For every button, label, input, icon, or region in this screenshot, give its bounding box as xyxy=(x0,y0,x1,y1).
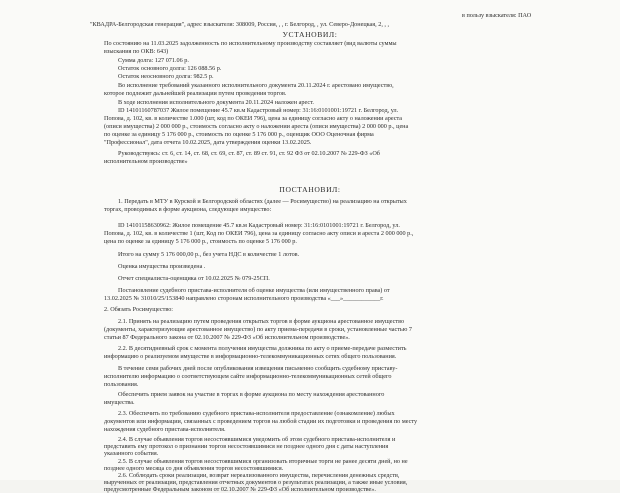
clause-2-6-line-1: 2.6. Соблюдать сроки реализации, возврат нереализованного имущества, перечисления денежных средств, xyxy=(118,472,400,479)
total-amount: Итого на сумму 5 176 000,00 р., без учета НДС в количестве 1 лотов. xyxy=(118,251,300,258)
clause-2-4-line-1: 2.4. В случае объявления торгов несостоявшимися уведомить об этом судебного пристава-исполнителя и xyxy=(118,436,396,443)
clause-2-1-line-2: (документы, характеризующие арестованное имущество) по акту приема-передачи в сроки, установленные частью 7 xyxy=(104,326,413,333)
clause-2-3-line-2: документов или информации, связанных с проведением торгов на любой стадии их подготовки и проведения по месту xyxy=(104,418,418,425)
clause-2-6-line-2: вырученных от реализации, представления отчетных документов о результатах реализации, а также иные условия, xyxy=(104,479,408,486)
arrested-property-line-4: по оценке за единицу 5 176 000 р., стоимость по оценке 5 176 000 р., оценщик ООО Оценочная фирма xyxy=(104,131,374,138)
clause-2-2-line-3: В течение семи рабочих дней после опубликования извещения письменно сообщить судебному приставу- xyxy=(118,365,398,372)
clause-2-1-line-1: 2.1. Принять на реализацию путем проведения открытых торгов в форме аукциона арестованное имущество xyxy=(118,318,405,325)
clause-2-4-line-3: указанного события. xyxy=(104,450,159,457)
legal-basis-line-1: Руководствуясь: ст. 6, ст. 14, ст. 68, ст. 69, ст. 87, ст. 89 ст. 91, ст. 92 ФЗ от 02.10.2007 № 229-ФЗ «Об xyxy=(118,150,380,157)
arrested-property-line-3: (описи имущества) 2 000 000 р., стоимость согласно акту о наложении ареста (описи имущества) 2 000 000 р., цена xyxy=(104,123,409,130)
clause-2-2-line-6: Обеспечить прием заявок на участие в торгах в форме аукциона по месту нахождения арестованного xyxy=(118,391,385,398)
clause-2-5-line-1: 2.5. В случае объявления торгов несостоявшимися организовать вторичные торги не ранее десяти дней, но не xyxy=(118,458,408,465)
arrest-text-line-2: которое подлежит дальнейшей реализации путем проведения торгов. xyxy=(104,90,287,97)
legal-basis-line-2: исполнительном производстве» xyxy=(104,158,188,165)
clause-2-5-line-2: позднее одного месяца со дня объявления торгов несостоявшимися. xyxy=(104,465,284,472)
debt-unpaid: Остаток неосновного долга: 982.5 р. xyxy=(118,73,214,80)
transfer-property-line-2: Попова, д. 102, кв. в количестве 1 (шт, Код по ОКЕИ 796), цена за единицу согласно акту описи и ареста 2 000 000 р., xyxy=(104,230,414,237)
valuation-note-line-1: Постановление судебного пристава-исполнителя об оценке имущества (или имущественного права) от xyxy=(118,287,390,294)
resolution-item-1-line-1: 1. Передать в МТУ в Курской и Белгородской областях (далее — Росимущество) на реализацию на открытых xyxy=(118,198,407,205)
clause-2-3-line-1: 2.3. Обеспечить по требованию судебного пристава-исполнителя предоставление (ознакомление) любых xyxy=(118,410,395,417)
beneficiary-text: в пользу взыскателя: ПАО xyxy=(462,12,532,19)
clause-2-2-line-7: имущества. xyxy=(104,399,135,406)
arrested-property-line-5: "Профессионал", дата отчета 10.02.2025, дата утверждения оценки 13.02.2025. xyxy=(104,139,312,146)
valuation-done: Оценка имущества произведена . xyxy=(118,263,206,270)
recipient-address: "КВАДРА-Белгородская генерация", адрес взыскателя: 308009, Россия, , , г. Белгород, , ул. Северо-Донецкая, 2, , , xyxy=(90,21,390,28)
obligation-heading: 2. Обязать Росимущество: xyxy=(104,306,174,313)
clause-2-1-line-3: статьи 87 Федерального закона от 02.10.2007 № 229-ФЗ «Об исполнительном производстве». xyxy=(104,334,350,341)
valuation-note-line-2: 13.02.2025 № 31010/25/153840 направлено сторонам исполнительного производства «___»____________г. xyxy=(104,295,384,302)
arrest-imposed-text: В ходе исполнения исполнительного документа 20.11.2024 наложен арест. xyxy=(118,99,314,106)
clause-2-2-line-5: пользования. xyxy=(104,381,139,388)
clause-2-2-line-4: исполнителю информацию о соответствующем сайте информационно-телекоммуникационных сетей общего xyxy=(104,373,392,380)
transfer-property-line-1: ID 14101158630962: Жилое помещение 45.7 кв.м Кадастровый номер: 31:16:0101001:19721 г. Белгород, ул. xyxy=(118,222,400,229)
clause-2-2-line-2: информацию о реализуемом имуществе в информационно-телекоммуникационных сетях общего пользования. xyxy=(104,353,397,360)
section-title-resolved: ПОСТАНОВИЛ: xyxy=(279,185,341,194)
appraiser-report: Отчет специалиста-оценщика от 10.02.2025 № 079-25СП. xyxy=(118,275,270,282)
debt-intro-line-1: По состоянию на 11.03.2025 задолженность по исполнительному производству составляет (вид валюты суммы xyxy=(104,40,397,47)
clause-2-2-line-1: 2.2. В десятидневный срок с момента получения имущества должника по акту о приеме-передаче разместить xyxy=(118,345,407,352)
debt-total: Сумма долга: 127 071.06 р. xyxy=(118,57,189,64)
arrested-property-line-1: ID 14101160787037 Жилое помещение 45.7 кв.м Кадастровый номер: 31:16:0101001:19721 г. Белгород, ул. xyxy=(118,107,399,114)
transfer-property-line-3: цена по оценке за единицу 5 176 000 р., стоимость по оценке 5 176 000 р. xyxy=(104,238,297,245)
clause-2-3-line-3: нахождения судебного пристава-исполнителя. xyxy=(104,426,226,433)
arrested-property-line-2: Попова, д. 102, кв. в количестве 1.000 (шт, код по ОКЕИ 796), цена за единицу согласно акту о наложении ареста xyxy=(104,115,403,122)
debt-main: Остаток основного долга: 126 088.56 р. xyxy=(118,65,222,72)
debt-intro-line-2: взыскания по ОКВ: 643) xyxy=(104,48,169,55)
clause-2-6-line-3: предусмотренные Федеральным законом от 02.10.2007 № 229-ФЗ «Об исполнительном производстве». xyxy=(104,486,376,493)
clause-2-4-line-2: представить ему протокол о признании торгов несостоявшимися не позднее одного дня с даты наступления xyxy=(104,443,389,450)
arrest-text-line-1: Во исполнение требований указанного исполнительного документа 20.11.2024 г. арестовано имущество, xyxy=(118,82,394,89)
resolution-item-1-line-2: торгах, проводимых в форме аукциона, следующее имущество: xyxy=(104,206,272,213)
section-title-established: УСТАНОВИЛ: xyxy=(282,30,338,39)
